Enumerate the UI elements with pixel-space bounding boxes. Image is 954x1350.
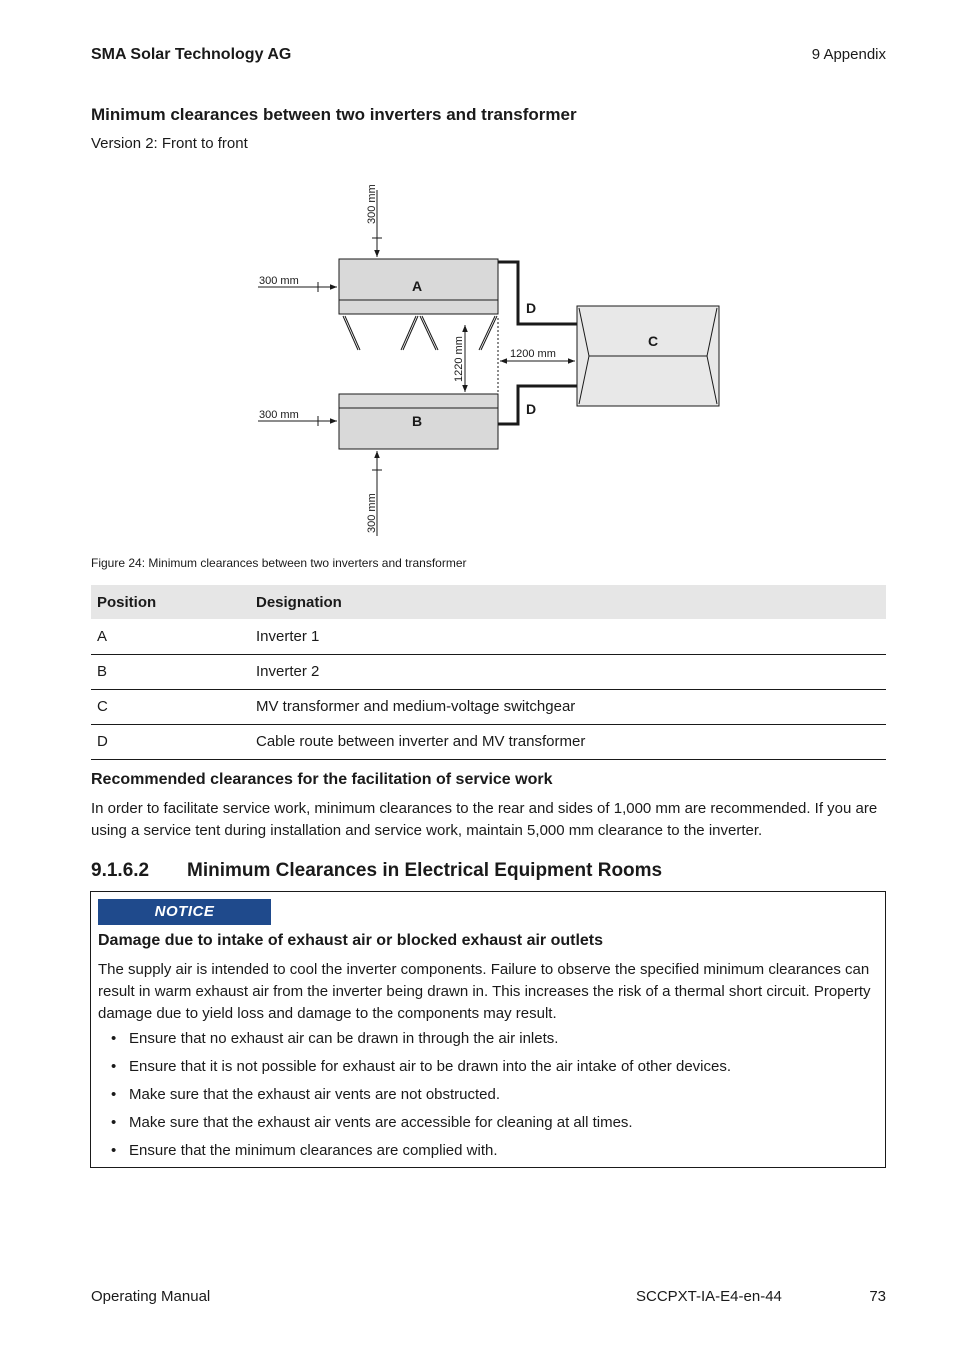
position-table xyxy=(91,585,886,760)
section-title: Minimum clearances between two inverters and transformer xyxy=(91,105,577,124)
bullet-icon: • xyxy=(111,1058,117,1075)
bullet-icon: • xyxy=(111,1142,117,1159)
bullet-icon: • xyxy=(111,1114,117,1131)
notice-bullet-list xyxy=(98,1028,873,1168)
header-chapter: 9 Appendix xyxy=(811,46,886,63)
cell-position: B xyxy=(91,654,250,689)
label-c: C xyxy=(647,333,659,349)
inverter-a xyxy=(339,259,498,314)
cell-position: A xyxy=(91,619,250,654)
dim-between-label: 1220 mm xyxy=(453,336,465,382)
clearance-diagram xyxy=(230,168,750,543)
dim-top-label: 300 mm xyxy=(366,184,378,224)
label-d-top: D xyxy=(526,300,537,316)
cell-position: C xyxy=(91,689,250,724)
transformer-c xyxy=(577,306,719,406)
inverter-b xyxy=(339,394,498,449)
left-clearance-b xyxy=(258,409,337,426)
list-item-text: Make sure that the exhaust air vents are not obstructed. xyxy=(129,1086,501,1103)
list-item xyxy=(98,1140,873,1168)
table-row xyxy=(91,689,886,724)
list-item xyxy=(98,1112,873,1140)
recommended-body: In order to facilitate service work, minimum clearances to the rear and sides of 1,000 mm are recommended. If you are using a service tent during installation and service work, maintain 5,000 mm clearance to the inverter. xyxy=(91,800,878,839)
table-row xyxy=(91,654,886,689)
notice-badge: NOTICE xyxy=(98,899,271,925)
cable-route-bottom xyxy=(498,386,577,424)
cable-route-top xyxy=(498,262,577,324)
subsection-number: 9.1.6.2 xyxy=(91,860,150,881)
header-company: SMA Solar Technology AG xyxy=(91,46,292,63)
list-item xyxy=(98,1084,873,1112)
cell-designation: Inverter 1 xyxy=(250,619,886,654)
label-d-bottom: D xyxy=(526,401,537,417)
footer-doc-id: SCCPXT-IA-E4-en-44 xyxy=(636,1288,782,1305)
footer-manual: Operating Manual xyxy=(91,1288,211,1305)
footer-page-number: 73 xyxy=(869,1288,886,1305)
label-b: B xyxy=(411,413,423,429)
dim-bottom-label: 300 mm xyxy=(366,493,378,533)
bottom-clearance-dimension xyxy=(366,451,382,536)
cell-designation: Cable route between inverter and MV transformer xyxy=(250,724,886,759)
label-a: A xyxy=(411,278,423,294)
table-row xyxy=(91,619,886,654)
cell-position: D xyxy=(91,724,250,759)
notice-body: The supply air is intended to cool the inverter components. Failure to observe the specified minimum clearances can result in warm exhaust air from the inverter being drawn in. This increases the risk of a thermal short circuit. Property damage due to yield loss and damage to the components may result. xyxy=(98,961,871,1022)
version-label: Version 2: Front to front xyxy=(91,135,248,152)
bullet-icon: • xyxy=(111,1030,117,1047)
header-position: Position xyxy=(91,585,250,619)
left-clearance-a xyxy=(258,275,337,292)
subsection-title: Minimum Clearances in Electrical Equipment Rooms xyxy=(187,860,663,881)
dim-transformer-label: 1200 mm xyxy=(510,348,556,360)
cell-designation: MV transformer and medium-voltage switchgear xyxy=(250,689,886,724)
list-item xyxy=(98,1028,873,1056)
list-item-text: Ensure that the minimum clearances are complied with. xyxy=(129,1142,498,1159)
list-item-text: Make sure that the exhaust air vents are accessible for cleaning at all times. xyxy=(129,1114,633,1131)
top-clearance-dimension xyxy=(366,184,382,257)
transformer-clearance-dimension xyxy=(498,318,575,392)
list-item xyxy=(98,1056,873,1084)
table-row xyxy=(91,724,886,759)
between-clearance-dimension xyxy=(453,325,465,392)
cell-designation: Inverter 2 xyxy=(250,654,886,689)
list-item-text: Ensure that it is not possible for exhaust air to be drawn into the air intake of other devices. xyxy=(129,1058,731,1075)
dim-left-b-label: 300 mm xyxy=(259,409,299,421)
dim-left-a-label: 300 mm xyxy=(259,275,299,287)
recommended-title: Recommended clearances for the facilitation of service work xyxy=(91,771,553,788)
notice-title: Damage due to intake of exhaust air or blocked exhaust air outlets xyxy=(98,932,604,949)
figure-caption: Figure 24: Minimum clearances between two inverters and transformer xyxy=(91,556,467,570)
inverter-a-doors xyxy=(343,316,497,350)
list-item-text: Ensure that no exhaust air can be drawn in through the air inlets. xyxy=(129,1030,559,1047)
header-designation: Designation xyxy=(250,585,886,619)
table-header-row xyxy=(91,585,886,619)
bullet-icon: • xyxy=(111,1086,117,1103)
